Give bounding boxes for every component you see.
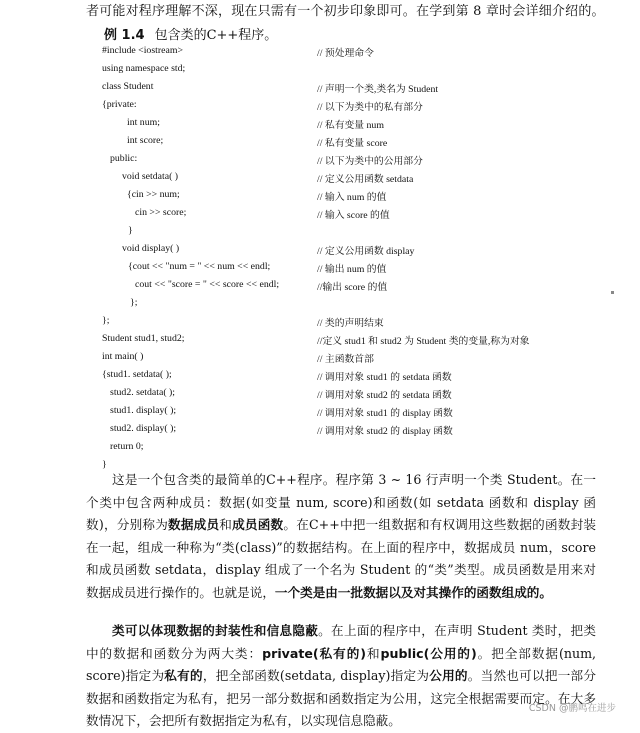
code-text: #include <iostream>	[102, 45, 183, 56]
code-comment: // 预处理命令	[317, 48, 374, 59]
code-line	[100, 369, 600, 387]
code-comment: // 输入 num 的值	[317, 192, 387, 203]
code-text: {cin >> num;	[127, 189, 180, 200]
code-text: };	[130, 297, 138, 308]
paragraph-text: ，把全部函数(setdata, display)指定为	[202, 668, 430, 684]
code-text: public:	[110, 153, 138, 164]
code-line	[100, 63, 600, 81]
code-line	[100, 81, 600, 99]
code-comment: // 私有变量 num	[317, 120, 384, 131]
code-comment: // 私有变量 score	[317, 138, 388, 149]
code-text: stud2. setdata( );	[110, 387, 176, 398]
code-line	[100, 153, 600, 171]
code-comment: //输出 score 的值	[317, 282, 388, 293]
code-comment: // 声明一个类,类名为 Student	[317, 84, 439, 95]
paragraph-text: 这是一个包含类的最简单的C++程序。程序第 3 ~ 16 行声明一个类 Student。在一个类中包含两种成员：数据(如变量 num, score)和函数(如 setdata 函数和 display 函数)，分别称为	[86, 472, 596, 533]
code-text: cin >> score;	[135, 207, 187, 218]
paragraph-text: 。把全部数据(num, score)指定为	[86, 645, 597, 684]
code-line	[100, 117, 600, 135]
code-comment: // 调用对象 stud1 的 display 函数	[317, 408, 453, 419]
code-line	[100, 171, 600, 189]
bold-term-private: private(私有的)	[262, 645, 367, 661]
paragraph-text: 和	[366, 645, 381, 661]
code-text: {private:	[102, 99, 137, 110]
code-line	[100, 45, 600, 63]
code-comment: // 以下为类中的公用部分	[317, 156, 423, 167]
paragraph-text: 。在上面的程序中，在声明 Student 类时，把类中的数据和函数分为两大类：	[86, 623, 597, 661]
code-text: return 0;	[110, 441, 144, 452]
example-title: 包含类的C++程序。	[154, 28, 278, 43]
code-text: {stud1. setdata( );	[102, 369, 172, 380]
code-text: stud1. display( );	[110, 405, 177, 416]
code-text: void display( )	[122, 243, 180, 254]
code-comment: // 调用对象 stud2 的 setdata 函数	[317, 390, 452, 401]
code-line	[100, 387, 600, 405]
code-line	[100, 315, 600, 333]
code-text: using namespace std;	[102, 63, 186, 74]
code-line	[100, 351, 600, 369]
explanation-paragraph	[86, 469, 596, 605]
code-comment: // 主函数首部	[317, 354, 374, 365]
paragraph-text: 和	[219, 517, 233, 533]
code-line	[100, 189, 600, 207]
bold-term-member-function: 成员函数	[232, 517, 284, 533]
csdn-watermark: CSDN @鹏鸣在进步	[528, 703, 616, 714]
paragraph-text: 。当然也可以把一部分数据和函数指定为私有，把另一部分数据和函数指定为公用，这完全根据需要而定。在大多数情况下，会把所有数据指定为私有，以实现信息隐蔽。	[86, 668, 597, 729]
paragraph-text: 。在C++中把一组数据和有权调用这些数据的函数封装在一起，组成一种称为“类(class)”的数据结构。在上面的程序中，数据成员 num，score 和成员函数 setdata，display 组成了一个名为 Student 的“类”类型。成员函数是用来对数据成员进行操作的。也就是说，	[86, 517, 597, 600]
code-comment: // 定义公用函数 setdata	[317, 174, 414, 185]
encapsulation-paragraph	[86, 620, 596, 733]
code-text: Student stud1, stud2;	[102, 333, 185, 344]
code-line	[100, 207, 600, 225]
code-line	[100, 135, 600, 153]
code-text: cout << "score = " << score << endl;	[135, 279, 280, 290]
bold-key-sentence: 类可以体现数据的封装性和信息隐蔽	[112, 623, 319, 638]
code-line	[100, 225, 600, 243]
example-label: 例 1.4	[104, 28, 145, 43]
code-line	[100, 261, 600, 279]
code-line	[100, 333, 600, 351]
code-text: int main( )	[102, 351, 144, 362]
code-line	[100, 405, 600, 423]
example-heading	[104, 24, 277, 43]
code-line	[100, 99, 600, 117]
code-text: }	[128, 225, 133, 236]
code-text: int num;	[127, 117, 160, 128]
code-line	[100, 441, 600, 459]
code-text: };	[102, 315, 110, 326]
code-line	[100, 279, 600, 297]
code-comment: // 类的声明结束	[317, 318, 384, 329]
margin-mark	[611, 291, 614, 294]
code-comment: // 以下为类中的私有部分	[317, 102, 423, 113]
code-comment: // 调用对象 stud1 的 setdata 函数	[317, 372, 452, 383]
bold-term-public: public(公用的)	[380, 645, 477, 661]
code-text: int score;	[127, 135, 164, 146]
bold-term-public-cn: 公用的	[429, 668, 468, 684]
code-comment: // 调用对象 stud2 的 display 函数	[317, 426, 453, 437]
bold-term-data-member: 数据成员	[168, 517, 220, 533]
code-line	[100, 297, 600, 315]
code-line	[100, 423, 600, 441]
previous-page-text: 者可能对程序理解不深，现在只需有一个初步印象即可。在学到第 8 章时会详细介绍的。	[86, 4, 605, 19]
code-text: stud2. display( );	[110, 423, 177, 434]
code-comment: //定义 stud1 和 stud2 为 Student 类的变量,称为对象	[317, 336, 530, 347]
bold-key-sentence: 一个类是由一批数据以及对其操作的函数组成的。	[274, 584, 552, 600]
code-comment: // 输出 num 的值	[317, 264, 387, 275]
code-comment: // 输入 score 的值	[317, 210, 390, 221]
code-text: void setdata( )	[122, 171, 179, 182]
code-listing	[100, 45, 600, 470]
code-comment: // 定义公用函数 display	[317, 246, 415, 257]
code-line	[100, 243, 600, 261]
code-text: class Student	[102, 81, 154, 92]
code-text: }	[102, 459, 107, 470]
code-text: {cout << "num = " << num << endl;	[128, 261, 271, 272]
bold-term-private-cn: 私有的	[164, 668, 203, 684]
